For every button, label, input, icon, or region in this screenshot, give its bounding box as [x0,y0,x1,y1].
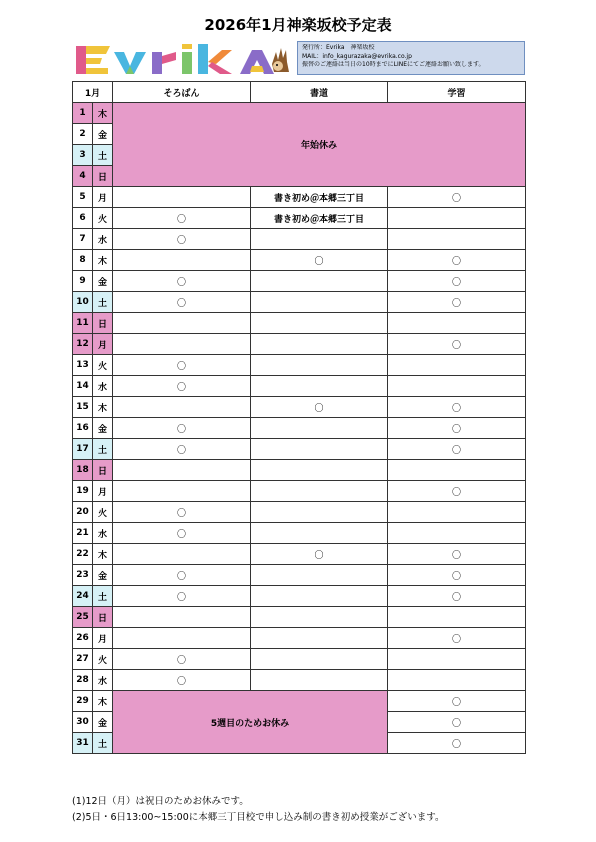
hedgehog-icon [272,48,289,72]
shodo-cell [251,376,388,397]
day-number: 23 [73,565,93,586]
soroban-cell [113,481,251,502]
day-number: 15 [73,397,93,418]
shodo-cell [251,439,388,460]
new-year-holiday-block: 年始休み [113,103,526,187]
gakushu-cell [388,649,526,670]
day-number: 2 [73,124,93,145]
soroban-cell [113,607,251,628]
gakushu-cell: 〇 [388,481,526,502]
day-of-week: 金 [93,712,113,733]
day-number: 27 [73,649,93,670]
month-header: 1月 [73,82,113,103]
note-2: (2)5日・6日13:00~15:00に本郷三丁目校で申し込み制の書き初め授業がございます。 [72,812,445,823]
day-number: 6 [73,208,93,229]
shodo-cell [251,670,388,691]
soroban-cell: 〇 [113,565,251,586]
day-number: 10 [73,292,93,313]
day-number: 3 [73,145,93,166]
table-row [73,523,526,544]
soroban-cell [113,397,251,418]
shodo-cell: 書き初め＠本郷三丁目 [251,208,388,229]
shodo-cell [251,523,388,544]
schedule-body [73,103,526,754]
day-of-week: 火 [93,502,113,523]
soroban-cell [113,628,251,649]
soroban-cell: 〇 [113,418,251,439]
day-number: 17 [73,439,93,460]
shodo-cell: 〇 [251,544,388,565]
shodo-cell [251,649,388,670]
day-number: 7 [73,229,93,250]
day-number: 21 [73,523,93,544]
day-of-week: 月 [93,481,113,502]
gakushu-cell [388,607,526,628]
fifth-week-holiday-block: 5週目のためお休み [113,691,388,754]
day-of-week: 木 [93,103,113,124]
table-row [73,271,526,292]
soroban-cell: 〇 [113,649,251,670]
shodo-cell [251,481,388,502]
gakushu-cell [388,376,526,397]
day-of-week: 火 [93,208,113,229]
table-row [73,187,526,208]
day-number: 5 [73,187,93,208]
shodo-cell [251,460,388,481]
day-of-week: 木 [93,544,113,565]
gakushu-cell: 〇 [388,544,526,565]
shodo-cell [251,313,388,334]
gakushu-cell: 〇 [388,691,526,712]
gakushu-cell [388,313,526,334]
table-row [73,586,526,607]
day-number: 13 [73,355,93,376]
table-row [73,460,526,481]
table-row [73,376,526,397]
day-of-week: 日 [93,166,113,187]
shodo-header: 書道 [251,82,388,103]
soroban-cell [113,334,251,355]
soroban-cell: 〇 [113,586,251,607]
gakushu-cell: 〇 [388,439,526,460]
day-of-week: 水 [93,376,113,397]
soroban-cell: 〇 [113,439,251,460]
day-of-week: 木 [93,691,113,712]
day-number: 26 [73,628,93,649]
page-title: 2026年1月神楽坂校予定表 [204,16,392,34]
table-row [73,250,526,271]
day-of-week: 土 [93,145,113,166]
shodo-cell [251,628,388,649]
day-of-week: 土 [93,733,113,754]
shodo-cell [251,565,388,586]
day-number: 30 [73,712,93,733]
day-number: 18 [73,460,93,481]
soroban-cell [113,187,251,208]
soroban-cell: 〇 [113,229,251,250]
day-of-week: 月 [93,334,113,355]
shodo-cell [251,292,388,313]
day-number: 19 [73,481,93,502]
day-of-week: 日 [93,460,113,481]
day-number: 16 [73,418,93,439]
day-of-week: 火 [93,649,113,670]
soroban-cell: 〇 [113,208,251,229]
table-row [73,628,526,649]
gakushu-cell: 〇 [388,334,526,355]
shodo-cell [251,229,388,250]
gakushu-cell [388,523,526,544]
shodo-cell [251,502,388,523]
table-row [73,355,526,376]
day-of-week: 土 [93,586,113,607]
soroban-cell: 〇 [113,292,251,313]
gakushu-cell: 〇 [388,250,526,271]
soroban-cell: 〇 [113,670,251,691]
day-number: 1 [73,103,93,124]
day-of-week: 金 [93,271,113,292]
table-row [73,208,526,229]
table-row [73,439,526,460]
schedule-table [72,81,526,754]
day-number: 20 [73,502,93,523]
gakushu-cell [388,355,526,376]
day-number: 11 [73,313,93,334]
soroban-header: そろばん [113,82,251,103]
day-number: 8 [73,250,93,271]
day-of-week: 金 [93,418,113,439]
gakushu-cell: 〇 [388,628,526,649]
gakushu-cell: 〇 [388,271,526,292]
day-of-week: 月 [93,628,113,649]
day-of-week: 月 [93,187,113,208]
mail-line: MAIL：info_kagurazaka@evrika.co.jp [302,52,412,60]
table-row [73,691,526,712]
shodo-cell [251,418,388,439]
day-of-week: 木 [93,250,113,271]
table-row [73,418,526,439]
soroban-cell: 〇 [113,376,251,397]
shodo-cell [251,586,388,607]
day-of-week: 水 [93,523,113,544]
day-number: 29 [73,691,93,712]
day-number: 4 [73,166,93,187]
shodo-cell [251,334,388,355]
table-row [73,334,526,355]
day-number: 12 [73,334,93,355]
shodo-cell [251,271,388,292]
evrika-logo [72,42,290,78]
day-of-week: 土 [93,292,113,313]
table-row [73,649,526,670]
gakushu-cell [388,208,526,229]
day-of-week: 日 [93,607,113,628]
soroban-cell: 〇 [113,271,251,292]
day-number: 28 [73,670,93,691]
gakushu-cell [388,502,526,523]
transfer-note-line: 振替のご連絡は当日の10時までにLINEにてご連絡お願い致します。 [302,61,485,69]
gakushu-cell: 〇 [388,187,526,208]
gakushu-cell: 〇 [388,565,526,586]
day-of-week: 水 [93,229,113,250]
table-row [73,103,526,124]
gakushu-cell [388,670,526,691]
gakushu-cell: 〇 [388,397,526,418]
publisher-line: 発行所：Evrika 神楽坂校 [302,44,375,51]
day-number: 22 [73,544,93,565]
day-of-week: 金 [93,124,113,145]
table-row [73,607,526,628]
soroban-cell [113,544,251,565]
soroban-cell [113,313,251,334]
table-row [73,292,526,313]
notes [72,794,445,826]
table-row [73,670,526,691]
shodo-cell [251,607,388,628]
day-number: 9 [73,271,93,292]
shodo-cell: 〇 [251,397,388,418]
gakushu-cell: 〇 [388,292,526,313]
gakushu-cell: 〇 [388,418,526,439]
table-row [73,565,526,586]
soroban-cell: 〇 [113,355,251,376]
note-1: (1)12日（月）は祝日のためお休みです。 [72,796,249,807]
day-number: 24 [73,586,93,607]
header-row [73,82,526,103]
gakushu-cell: 〇 [388,733,526,754]
table-row [73,481,526,502]
day-of-week: 土 [93,439,113,460]
info-box [297,41,525,75]
soroban-cell [113,250,251,271]
table-row [73,502,526,523]
table-row [73,544,526,565]
gakushu-cell [388,460,526,481]
shodo-cell: 書き初め＠本郷三丁目 [251,187,388,208]
day-number: 31 [73,733,93,754]
soroban-cell: 〇 [113,502,251,523]
day-of-week: 火 [93,355,113,376]
soroban-cell: 〇 [113,523,251,544]
gakushu-header: 学習 [388,82,526,103]
soroban-cell [113,460,251,481]
table-row [73,313,526,334]
gakushu-cell: 〇 [388,586,526,607]
day-number: 14 [73,376,93,397]
day-of-week: 日 [93,313,113,334]
shodo-cell: 〇 [251,250,388,271]
gakushu-cell [388,229,526,250]
table-row [73,229,526,250]
shodo-cell [251,355,388,376]
gakushu-cell: 〇 [388,712,526,733]
day-of-week: 水 [93,670,113,691]
day-of-week: 木 [93,397,113,418]
day-number: 25 [73,607,93,628]
table-row [73,397,526,418]
day-of-week: 金 [93,565,113,586]
